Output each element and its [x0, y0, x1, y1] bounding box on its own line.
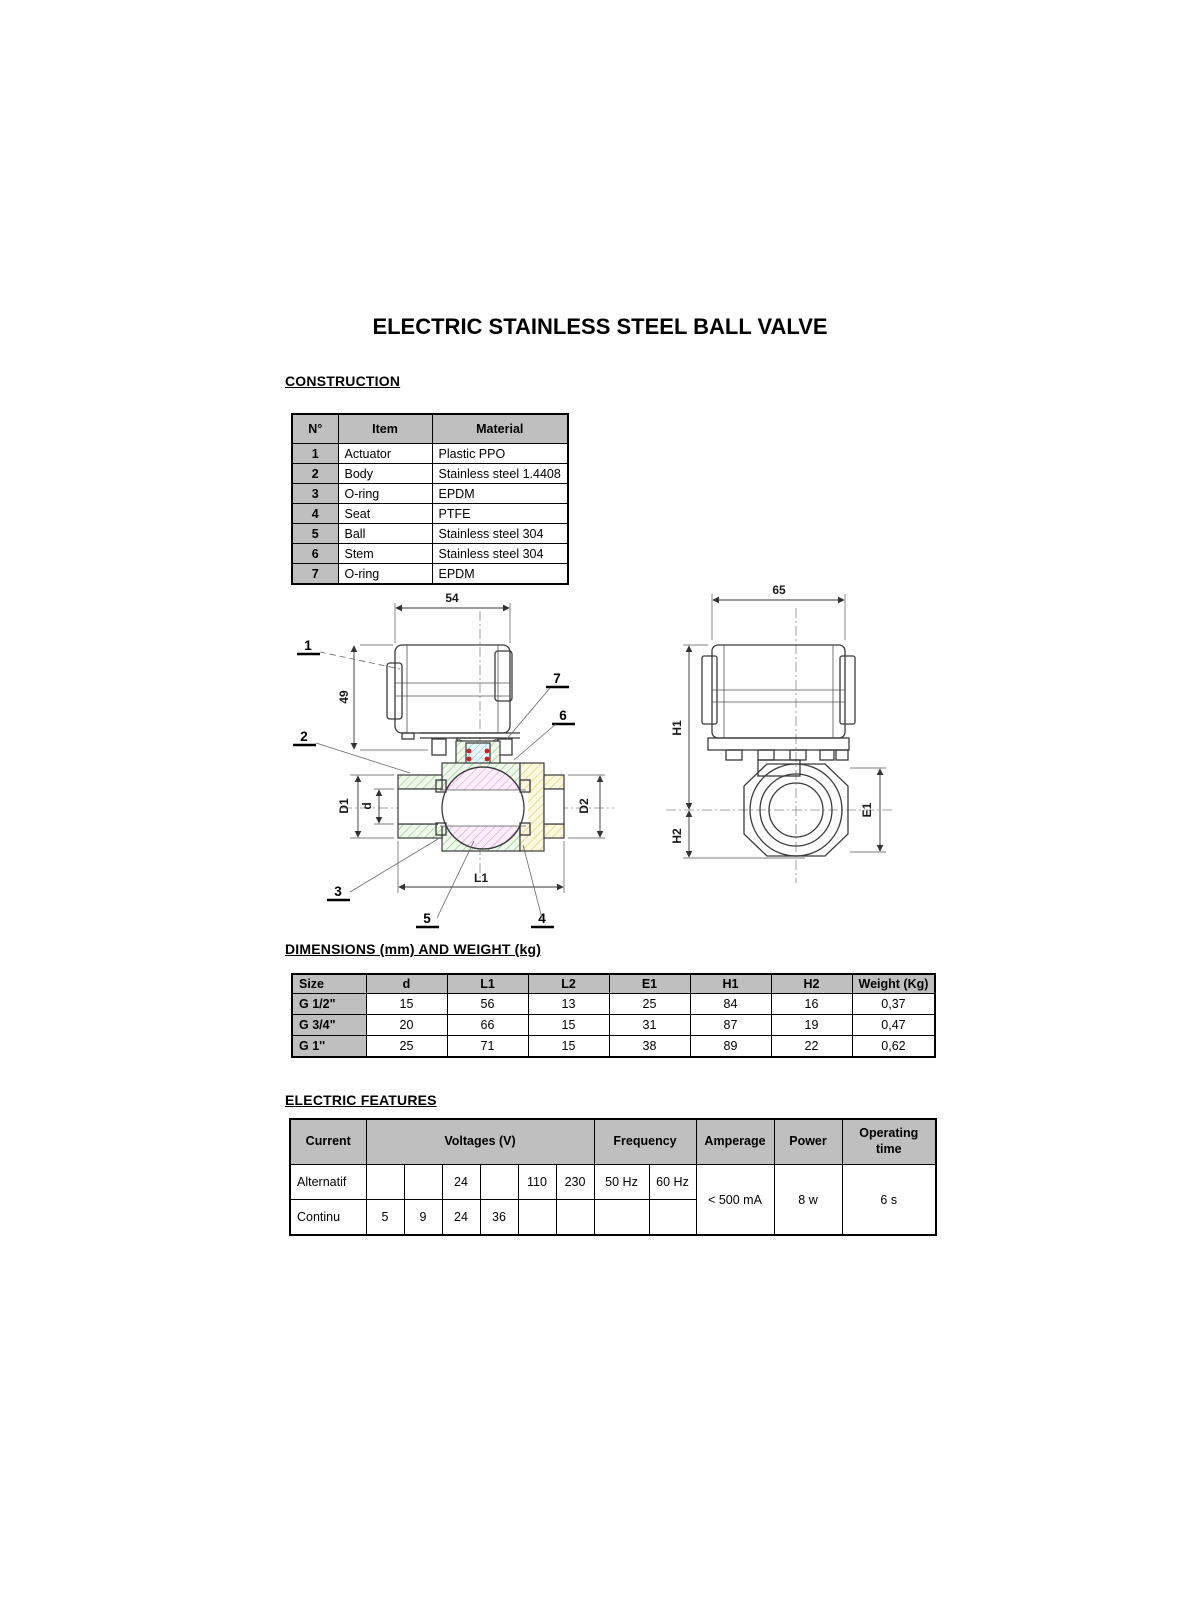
- table-row: [292, 484, 568, 504]
- cell: 66: [447, 1015, 528, 1036]
- dim-label-49: 49: [337, 690, 351, 704]
- table-row: [292, 504, 568, 524]
- svg-text:6: 6: [559, 708, 567, 723]
- cell-voltage: 24: [442, 1165, 480, 1200]
- cell-frequency: [594, 1200, 649, 1236]
- col-header-weight: Weight (Kg): [852, 974, 935, 994]
- cell-voltage: 5: [366, 1200, 404, 1236]
- cell-item: Stem: [338, 544, 432, 564]
- svg-text:1: 1: [304, 638, 312, 653]
- cell-no: 6: [292, 544, 338, 564]
- cell-voltage: 110: [518, 1165, 556, 1200]
- col-header-h1: H1: [690, 974, 771, 994]
- dim-label-l1: L1: [473, 871, 489, 885]
- callout-1: [297, 638, 400, 669]
- cell-frequency: 50 Hz: [594, 1165, 649, 1200]
- cell: 15: [528, 1015, 609, 1036]
- table-row: [292, 544, 568, 564]
- cell: 22: [771, 1036, 852, 1058]
- dim-label-54: 54: [445, 591, 459, 605]
- callout-4: [523, 845, 554, 927]
- cell: 84: [690, 994, 771, 1015]
- table-row-alternatif: [290, 1165, 936, 1200]
- col-header-material: Material: [432, 414, 568, 444]
- col-header-n: N°: [292, 414, 338, 444]
- dimensions-heading: DIMENSIONS (mm) AND WEIGHT (kg): [285, 941, 542, 957]
- cell-material: Plastic PPO: [432, 444, 568, 464]
- cell: 15: [366, 994, 447, 1015]
- electric-table: [289, 1118, 937, 1236]
- cell-material: PTFE: [432, 504, 568, 524]
- cell-voltage: [404, 1165, 442, 1200]
- construction-table: [291, 413, 569, 585]
- svg-text:3: 3: [334, 884, 342, 899]
- cell-material: EPDM: [432, 484, 568, 504]
- callout-6: [514, 708, 575, 760]
- dim-label-d1: D1: [337, 798, 351, 814]
- callout-5: [416, 841, 474, 927]
- dim-label-h2: H2: [670, 828, 684, 844]
- col-header-frequency: Frequency: [594, 1119, 696, 1165]
- cell-no: 4: [292, 504, 338, 524]
- table-row: [292, 464, 568, 484]
- valve-side-drawing: [640, 578, 950, 898]
- cell: 0,47: [852, 1015, 935, 1036]
- cell-voltage: 24: [442, 1200, 480, 1236]
- col-header-operating-time: Operating time: [842, 1119, 936, 1165]
- table-row: [292, 994, 935, 1015]
- col-header-l2: L2: [528, 974, 609, 994]
- col-header-item: Item: [338, 414, 432, 444]
- cell: 71: [447, 1036, 528, 1058]
- cell-no: 1: [292, 444, 338, 464]
- cell: 89: [690, 1036, 771, 1058]
- electric-heading: ELECTRIC FEATURES: [285, 1092, 437, 1108]
- actuator-outline: [702, 645, 855, 738]
- callout-3: [327, 839, 438, 900]
- dim-label-d: d: [360, 802, 374, 810]
- cell-voltage: [556, 1200, 594, 1236]
- dim-label-65: 65: [772, 583, 786, 597]
- cell: 56: [447, 994, 528, 1015]
- cell-operating-time: 6 s: [842, 1165, 936, 1236]
- svg-text:4: 4: [538, 911, 546, 926]
- table-row: [292, 564, 568, 585]
- actuator-outline: [387, 645, 512, 739]
- cell-size: G 1/2": [292, 994, 366, 1015]
- cell-size: G 3/4": [292, 1015, 366, 1036]
- dimensions-table: [291, 973, 936, 1058]
- svg-text:5: 5: [423, 911, 431, 926]
- svg-text:2: 2: [300, 729, 308, 744]
- cell-voltage: 36: [480, 1200, 518, 1236]
- cell-no: 3: [292, 484, 338, 504]
- col-header-d: d: [366, 974, 447, 994]
- cell-material: Stainless steel 304: [432, 544, 568, 564]
- cell-item: Seat: [338, 504, 432, 524]
- col-header-size: Size: [292, 974, 366, 994]
- col-header-current: Current: [290, 1119, 366, 1165]
- cell: 16: [771, 994, 852, 1015]
- col-header-amperage: Amperage: [696, 1119, 774, 1165]
- dimensions-header-row: [292, 974, 935, 994]
- cell-current-type: Continu: [290, 1200, 366, 1236]
- col-header-l1: L1: [447, 974, 528, 994]
- cell: 87: [690, 1015, 771, 1036]
- callout-7: [506, 671, 569, 740]
- table-row: [292, 444, 568, 464]
- cell: 15: [528, 1036, 609, 1058]
- cell: 25: [366, 1036, 447, 1058]
- cell-frequency: [649, 1200, 696, 1236]
- cell-voltage: [366, 1165, 404, 1200]
- col-header-e1: E1: [609, 974, 690, 994]
- col-header-power: Power: [774, 1119, 842, 1165]
- mounting-bracket: [708, 738, 849, 776]
- electric-header-row: [290, 1119, 936, 1165]
- cell-voltage: [518, 1200, 556, 1236]
- cell-item: Actuator: [338, 444, 432, 464]
- cell-item: Body: [338, 464, 432, 484]
- cell: 25: [609, 994, 690, 1015]
- construction-heading: CONSTRUCTION: [285, 373, 401, 389]
- cell-current-type: Alternatif: [290, 1165, 366, 1200]
- cell: 38: [609, 1036, 690, 1058]
- cell-item: Ball: [338, 524, 432, 544]
- cell: 31: [609, 1015, 690, 1036]
- cell-no: 5: [292, 524, 338, 544]
- cell-material: EPDM: [432, 564, 568, 585]
- dim-label-e1: E1: [860, 802, 874, 818]
- cell-material: Stainless steel 1.4408: [432, 464, 568, 484]
- cell-frequency: 60 Hz: [649, 1165, 696, 1200]
- cell: 0,37: [852, 994, 935, 1015]
- cell: 13: [528, 994, 609, 1015]
- cell-no: 2: [292, 464, 338, 484]
- cell: 0,62: [852, 1036, 935, 1058]
- col-header-voltages: Voltages (V): [366, 1119, 594, 1165]
- cell-material: Stainless steel 304: [432, 524, 568, 544]
- cell-power: 8 w: [774, 1165, 842, 1236]
- cell-no: 7: [292, 564, 338, 585]
- cell: 20: [366, 1015, 447, 1036]
- cell-item: O-ring: [338, 484, 432, 504]
- table-row: [292, 1036, 935, 1058]
- cell-voltage: 9: [404, 1200, 442, 1236]
- valve-section-drawing: [280, 583, 620, 938]
- col-header-h2: H2: [771, 974, 852, 994]
- svg-text:7: 7: [553, 671, 561, 686]
- callout-2: [293, 729, 410, 773]
- dim-label-d2: D2: [577, 798, 591, 814]
- construction-header-row: [292, 414, 568, 444]
- cell-voltage: 230: [556, 1165, 594, 1200]
- cell: 19: [771, 1015, 852, 1036]
- page-title: ELECTRIC STAINLESS STEEL BALL VALVE: [372, 314, 828, 339]
- cell-item: O-ring: [338, 564, 432, 585]
- cell-amperage: < 500 mA: [696, 1165, 774, 1236]
- table-row: [292, 1015, 935, 1036]
- cell-voltage: [480, 1165, 518, 1200]
- cell-size: G 1'': [292, 1036, 366, 1058]
- table-row: [292, 524, 568, 544]
- dim-label-h1: H1: [670, 720, 684, 736]
